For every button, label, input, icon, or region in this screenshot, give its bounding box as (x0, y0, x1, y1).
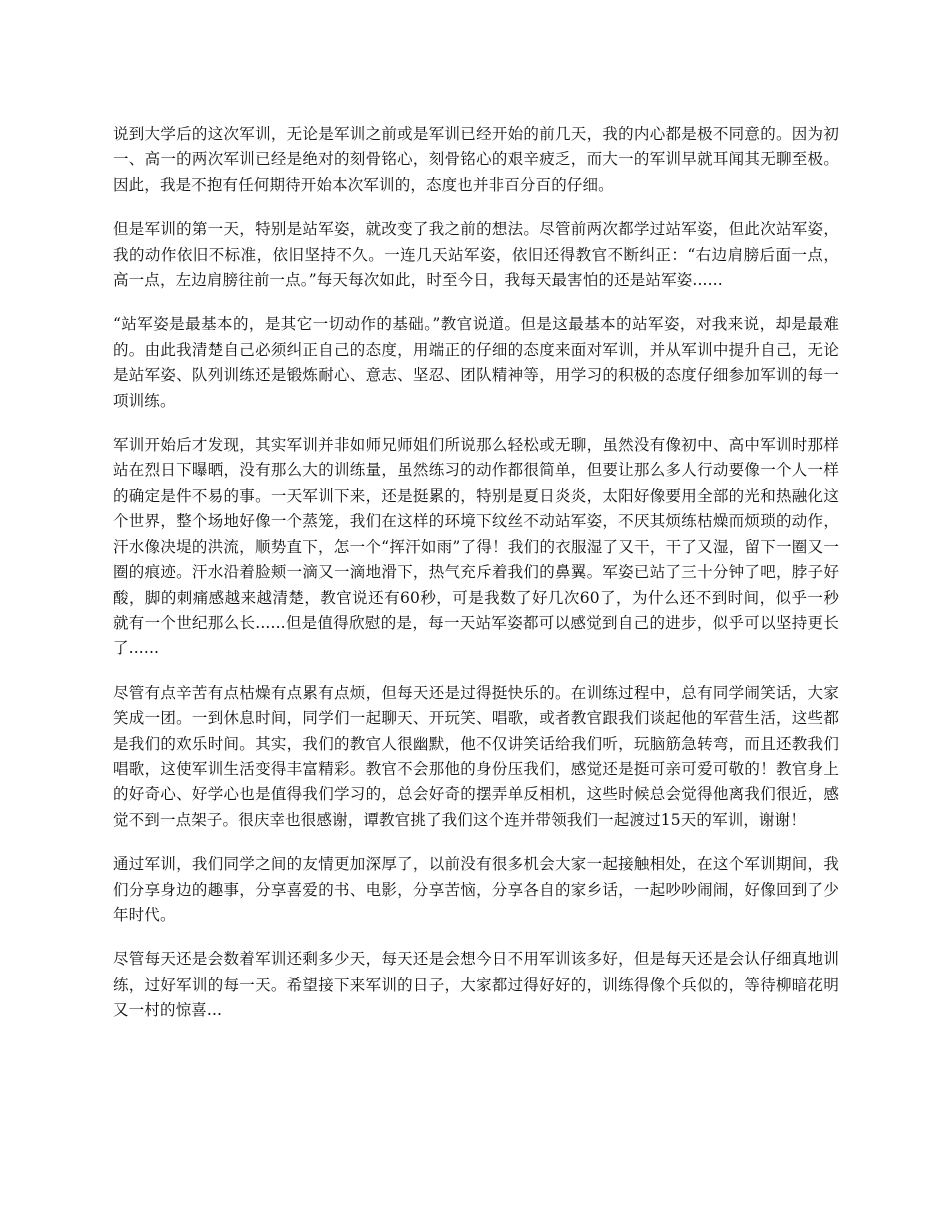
paragraph-7: 尽管每天还是会数着军训还剩多少天，每天还是会想今日不用军训该多好，但是每天还是会认仔细真地训练，过好军训的每一天。希望接下来军训的日子，大家都过得好好的，训练得像个兵似的，等待柳暗花明又一村的惊喜... (113, 950, 839, 1020)
paragraph-2: 但是军训的第一天，特别是站军姿，就改变了我之前的想法。尽管前两次都学过站军姿，但此次站军姿，我的动作依旧不标准，依旧坚持不久。一连几天站军姿，依旧还得教官不断纠正：“右边肩膀后面一点，高一点，左边肩膀往前一点。”每天每次如此，时至今日，我每天最害怕的还是站军姿...... (113, 220, 839, 290)
paragraph-5: 尽管有点辛苦有点枯燥有点累有点烦，但每天还是过得挺快乐的。在训练过程中，总有同学闹笑话，大家笑成一团。一到休息时间，同学们一起聊天、开玩笑、唱歌，或者教官跟我们谈起他的军营生活，这些都是我们的欢乐时间。其实，我们的教官人很幽默，他不仅讲笑话给我们听，玩脑筋急转弯，而且还教我们唱歌，这使军训生活变得丰富精彩。教官不会那他的身份压我们，感觉还是挺可亲可爱可敬的！教官身上的好奇心、好学心也是值得我们学习的，总会好奇的摆弄单反相机，这些时候总会觉得他离我们很近，感觉不到一点架子。很庆幸也很感谢，谭教官挑了我们这个连并带领我们一起渡过15天的军训，谢谢！ (113, 683, 839, 829)
document-body (113, 122, 839, 1043)
paragraph-1: 说到大学后的这次军训，无论是军训之前或是军训已经开始的前几天，我的内心都是极不同意的。因为初一、高一的两次军训已经是绝对的刻骨铭心，刻骨铭心的艰辛疲乏，而大一的军训早就耳闻其无聊至极。因此，我是不抱有任何期待开始本次军训的，态度也并非百分百的仔细。 (113, 125, 839, 194)
paragraph-3: “站军姿是最基本的，是其它一切动作的基础。”教官说道。但是这最基本的站军姿，对我来说，却是最难的。由此我清楚自己必须纠正自己的态度，用端正的仔细的态度来面对军训，并从军训中提升自己，无论是站军姿、队列训练还是锻炼耐心、意志、坚忍、团队精神等，用学习的积极的态度仔细参加军训的每一项训练。 (113, 315, 839, 410)
paragraph-4: 军训开始后才发现，其实军训并非如师兄师姐们所说那么轻松或无聊，虽然没有像初中、高中军训时那样站在烈日下曝晒，没有那么大的训练量，虽然练习的动作都很简单，但要让那么多人行动要像一个人一样的确定是件不易的事。一天军训下来，还是挺累的，特别是夏日炎炎，太阳好像要用全部的光和热融化这个世界，整个场地好像一个蒸笼，我们在这样的环境下纹丝不动站军姿，不厌其烦练枯燥而烦琐的动作，汗水像决堤的洪流，顺势直下，怎一个“挥汗如雨”了得！我们的衣服湿了又干，干了又湿，留下一圈又一圈的痕迹。汗水沿着脸颊一滴又一滴地滑下，热气充斥着我们的鼻翼。军姿已站了三十分钟了吧，脖子好酸，脚的刺痛感越来越清楚，教官说还有60秒，可是我数了好几次60了，为什么还不到时间，似乎一秒就有一个世纪那么长......但是值得欣慰的是，每一天站军姿都可以感觉到自己的进步，似乎可以坚持更长了...... (113, 436, 839, 658)
paragraph-6: 通过军训，我们同学之间的友情更加深厚了，以前没有很多机会大家一起接触相处，在这个军训期间，我们分享身边的趣事，分享喜爱的书、电影，分享苦恼，分享各自的家乡话，一起吵吵闹闹，好像回到了少年时代。 (113, 855, 839, 924)
